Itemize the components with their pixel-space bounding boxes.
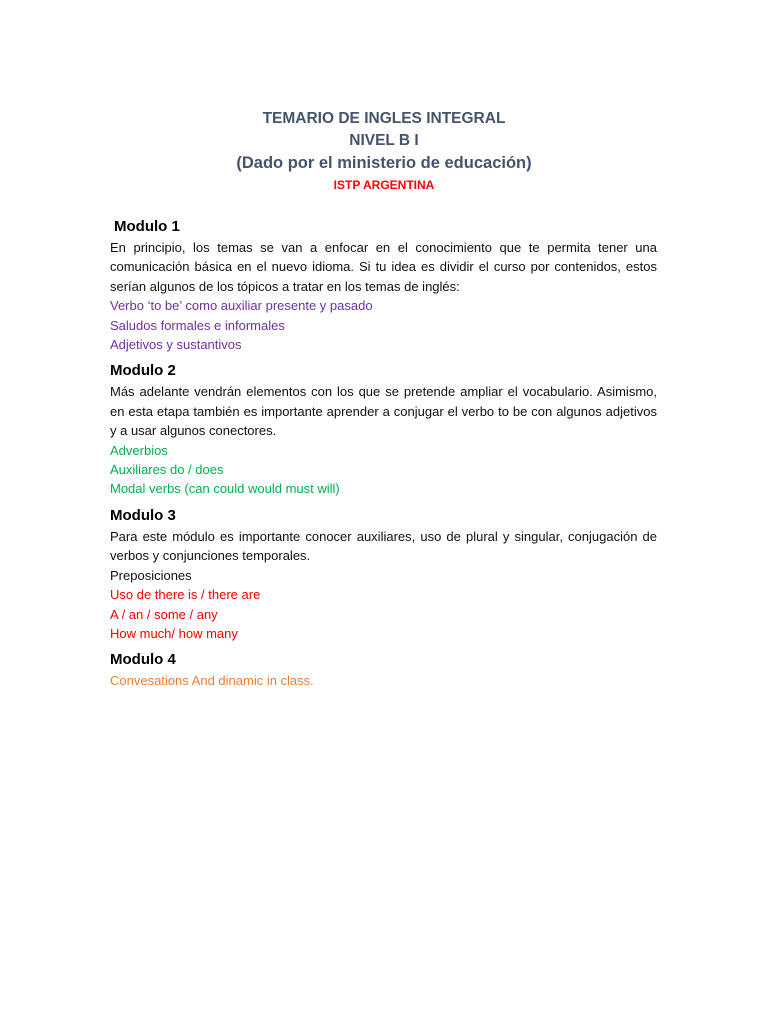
module-1-item: Verbo ‘to be’ como auxiliar presente y pasado <box>110 298 373 314</box>
module-2-title: Modulo 2 <box>110 362 176 380</box>
module-1-item: Saludos formales e informales <box>110 317 285 333</box>
ministry-subtitle: (Dado por el ministerio de educación) <box>236 154 532 172</box>
module-1-title: Modulo 1 <box>114 218 180 235</box>
level-title: NIVEL B I <box>349 132 419 149</box>
module-1 <box>110 216 657 354</box>
module-2-item: Adverbios <box>110 442 168 458</box>
institution-name: ISTP ARGENTINA <box>333 178 435 192</box>
module-3-item: Preposiciones <box>110 567 192 583</box>
module-3-item: Uso de there is / there are <box>110 587 261 603</box>
module-1-item: Adjetivos y sustantivos <box>110 337 242 353</box>
module-3-title: Modulo 3 <box>110 506 176 524</box>
module-1-paragraph: En principio, los temas se van a enfocar en el conocimiento que te permita tener una comunicación básica en el nuevo idioma. Si tu idea es dividir el curso por contenidos, estos serían algunos de los tópicos a tratar en los temas de inglés: <box>110 240 657 294</box>
module-4-item: Convesations And dinamic in class. <box>110 673 314 689</box>
document-title: TEMARIO DE INGLES INTEGRAL <box>262 110 506 127</box>
module-2-item: Auxiliares do / does <box>110 462 224 478</box>
module-4 <box>110 649 657 690</box>
module-3-paragraph: Para este módulo es importante conocer auxiliares, uso de plural y singular, conjugación de verbos y conjunciones temporales. <box>110 528 657 564</box>
module-2-paragraph: Más adelante vendrán elementos con los que se pretende ampliar el vocabulario. Asimismo, en esta etapa también es importante aprender a conjugar el verbo to be con algunos adjetivos y a usar algunos conectores. <box>110 384 657 439</box>
module-4-title: Modulo 4 <box>110 651 176 669</box>
module-2 <box>110 360 657 498</box>
document-body <box>110 216 657 697</box>
module-3-item: A / an / some / any <box>110 606 218 622</box>
module-3 <box>110 505 657 643</box>
document-header <box>0 108 768 195</box>
module-2-item: Modal verbs (can could would must will) <box>110 481 340 497</box>
module-3-item: How much/ how many <box>110 625 238 641</box>
